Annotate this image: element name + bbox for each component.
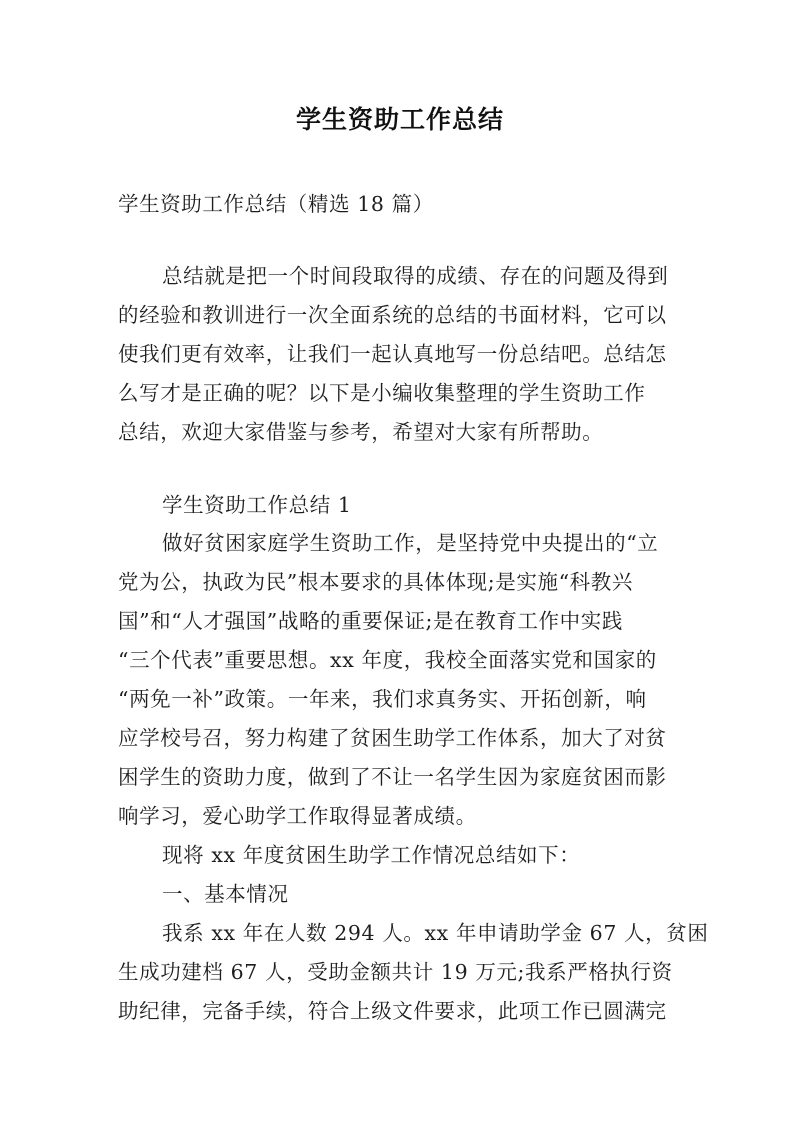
body-line: 我系 xx 年在人数 294 人。xx 年申请助学金 67 人，贫困 [162, 921, 709, 945]
body-line: “两免一补”政策。一年来，我们求真务实、开拓创新，响 [118, 687, 647, 711]
document-title: 学生资助工作总结 [295, 105, 504, 134]
body-line: 应学校号召，努力构建了贫困生助学工作体系，加大了对贫 [118, 726, 667, 750]
summary-intro: 现将 xx 年度贫困生助学工作情况总结如下： [162, 843, 581, 867]
intro-line: 总结就是把一个时间段取得的成绩、存在的问题及得到 [162, 264, 669, 288]
body-line: 生成功建档 67 人，受助金额共计 19 万元;我系严格执行资 [118, 960, 673, 984]
body-line: 做好贫困家庭学生资助工作，是坚持党中央提出的“立 [162, 531, 659, 555]
subsection-heading: 一、基本情况 [162, 882, 289, 906]
intro-line: 使我们更有效率，让我们一起认真地写一份总结吧。总结怎 [118, 342, 667, 366]
document-subtitle: 学生资助工作总结（精选 18 篇） [118, 192, 434, 216]
body-line: 响学习，爱心助学工作取得显著成绩。 [118, 804, 477, 828]
intro-line: 总结，欢迎大家借鉴与参考，希望对大家有所帮助。 [118, 420, 604, 444]
body-line: 党为公，执政为民”根本要求的具体体现;是实施“科教兴 [118, 570, 633, 594]
body-line: 困学生的资助力度，做到了不让一名学生因为家庭贫困而影 [118, 765, 667, 789]
body-line: 助纪律，完备手续，符合上级文件要求，此项工作已圆满完 [118, 999, 667, 1023]
body-line: “三个代表”重要思想。xx 年度，我校全面落实党和国家的 [118, 648, 657, 672]
intro-line: 的经验和教训进行一次全面系统的总结的书面材料，它可以 [118, 303, 667, 327]
body-line: 国”和“人才强国”战略的重要保证;是在教育工作中实践 [118, 609, 623, 633]
intro-line: 么写才是正确的呢？以下是小编收集整理的学生资助工作 [118, 381, 646, 405]
section-heading: 学生资助工作总结 1 [162, 493, 352, 517]
